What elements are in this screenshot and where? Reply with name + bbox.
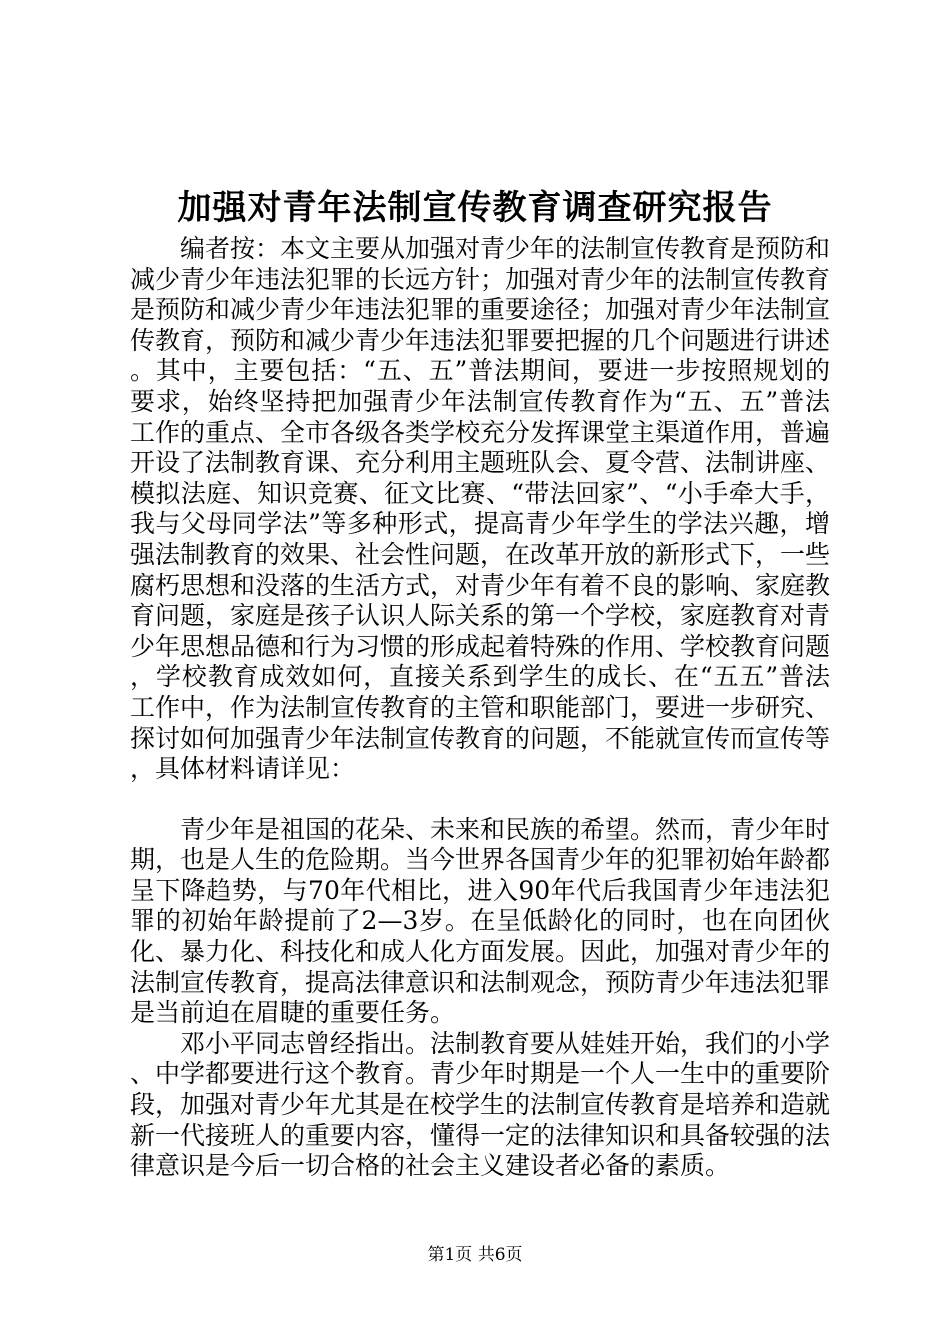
document-body — [130, 234, 830, 1182]
editor-note-paragraph: 编者按：本文主要从加强对青少年的法制宣传教育是预防和减少青少年违法犯罪的长远方针；加强对青少年的法制宣传教育是预防和减少青少年违法犯罪的重要途径；加强对青少年法制宣传教育，预防和减少青少年违法犯罪要把握的几个问题进行讲述。其中，主要包括：“五、五”普法期间，要进一步按照规划的要求，始终坚持把加强青少年法制宣传教育作为“五、五”普法工作的重点、全市各级各类学校充分发挥课堂主渠道作用，普遍开设了法制教育课、充分利用主题班队会、夏令营、法制讲座、模拟法庭、知识竞赛、征文比赛、“带法回家”、“小手牵大手，我与父母同学法”等多种形式，提高青少年学生的学法兴趣，增强法制教育的效果、社会性问题，在改革开放的新形式下，一些腐朽思想和没落的生活方式，对青少年有着不良的影响、家庭教育问题，家庭是孩子认识人际关系的第一个学校，家庭教育对青少年思想品德和行为习惯的形成起着特殊的作用、学校教育问题，学校教育成效如何，直接关系到学生的成长、在“五五”普法工作中，作为法制宣传教育的主管和职能部门，要进一步研究、探讨如何加强青少年法制宣传教育的问题，不能就宣传而宣传等，具体材料请详见： — [130, 234, 831, 784]
page-number-footer: 第1页 共6页 — [427, 1245, 523, 1265]
body-paragraph-2: 邓小平同志曾经指出。法制教育要从娃娃开始，我们的小学、中学都要进行这个教育。青少年时期是一个人一生中的重要阶段，加强对青少年尤其是在校学生的法制宣传教育是培养和造就新一代接班人的重要内容，懂得一定的法律知识和具备较强的法律意识是今后一切合格的社会主义建设者必备的素质。 — [130, 1028, 831, 1181]
body-paragraph-1: 青少年是祖国的花朵、未来和民族的希望。然而，青少年时期，也是人生的危险期。当今世界各国青少年的犯罪初始年龄都呈下降趋势，与70年代相比，进入90年代后我国青少年违法犯罪的初始年龄提前了2—3岁。在呈低龄化的同时，也在向团伙化、暴力化、科技化和成人化方面发展。因此，加强对青少年的法制宣传教育，提高法律意识和法制观念，预防青少年违法犯罪是当前迫在眉睫的重要任务。 — [130, 814, 831, 1028]
document-title: 加强对青年法制宣传教育调查研究报告 — [177, 188, 773, 228]
